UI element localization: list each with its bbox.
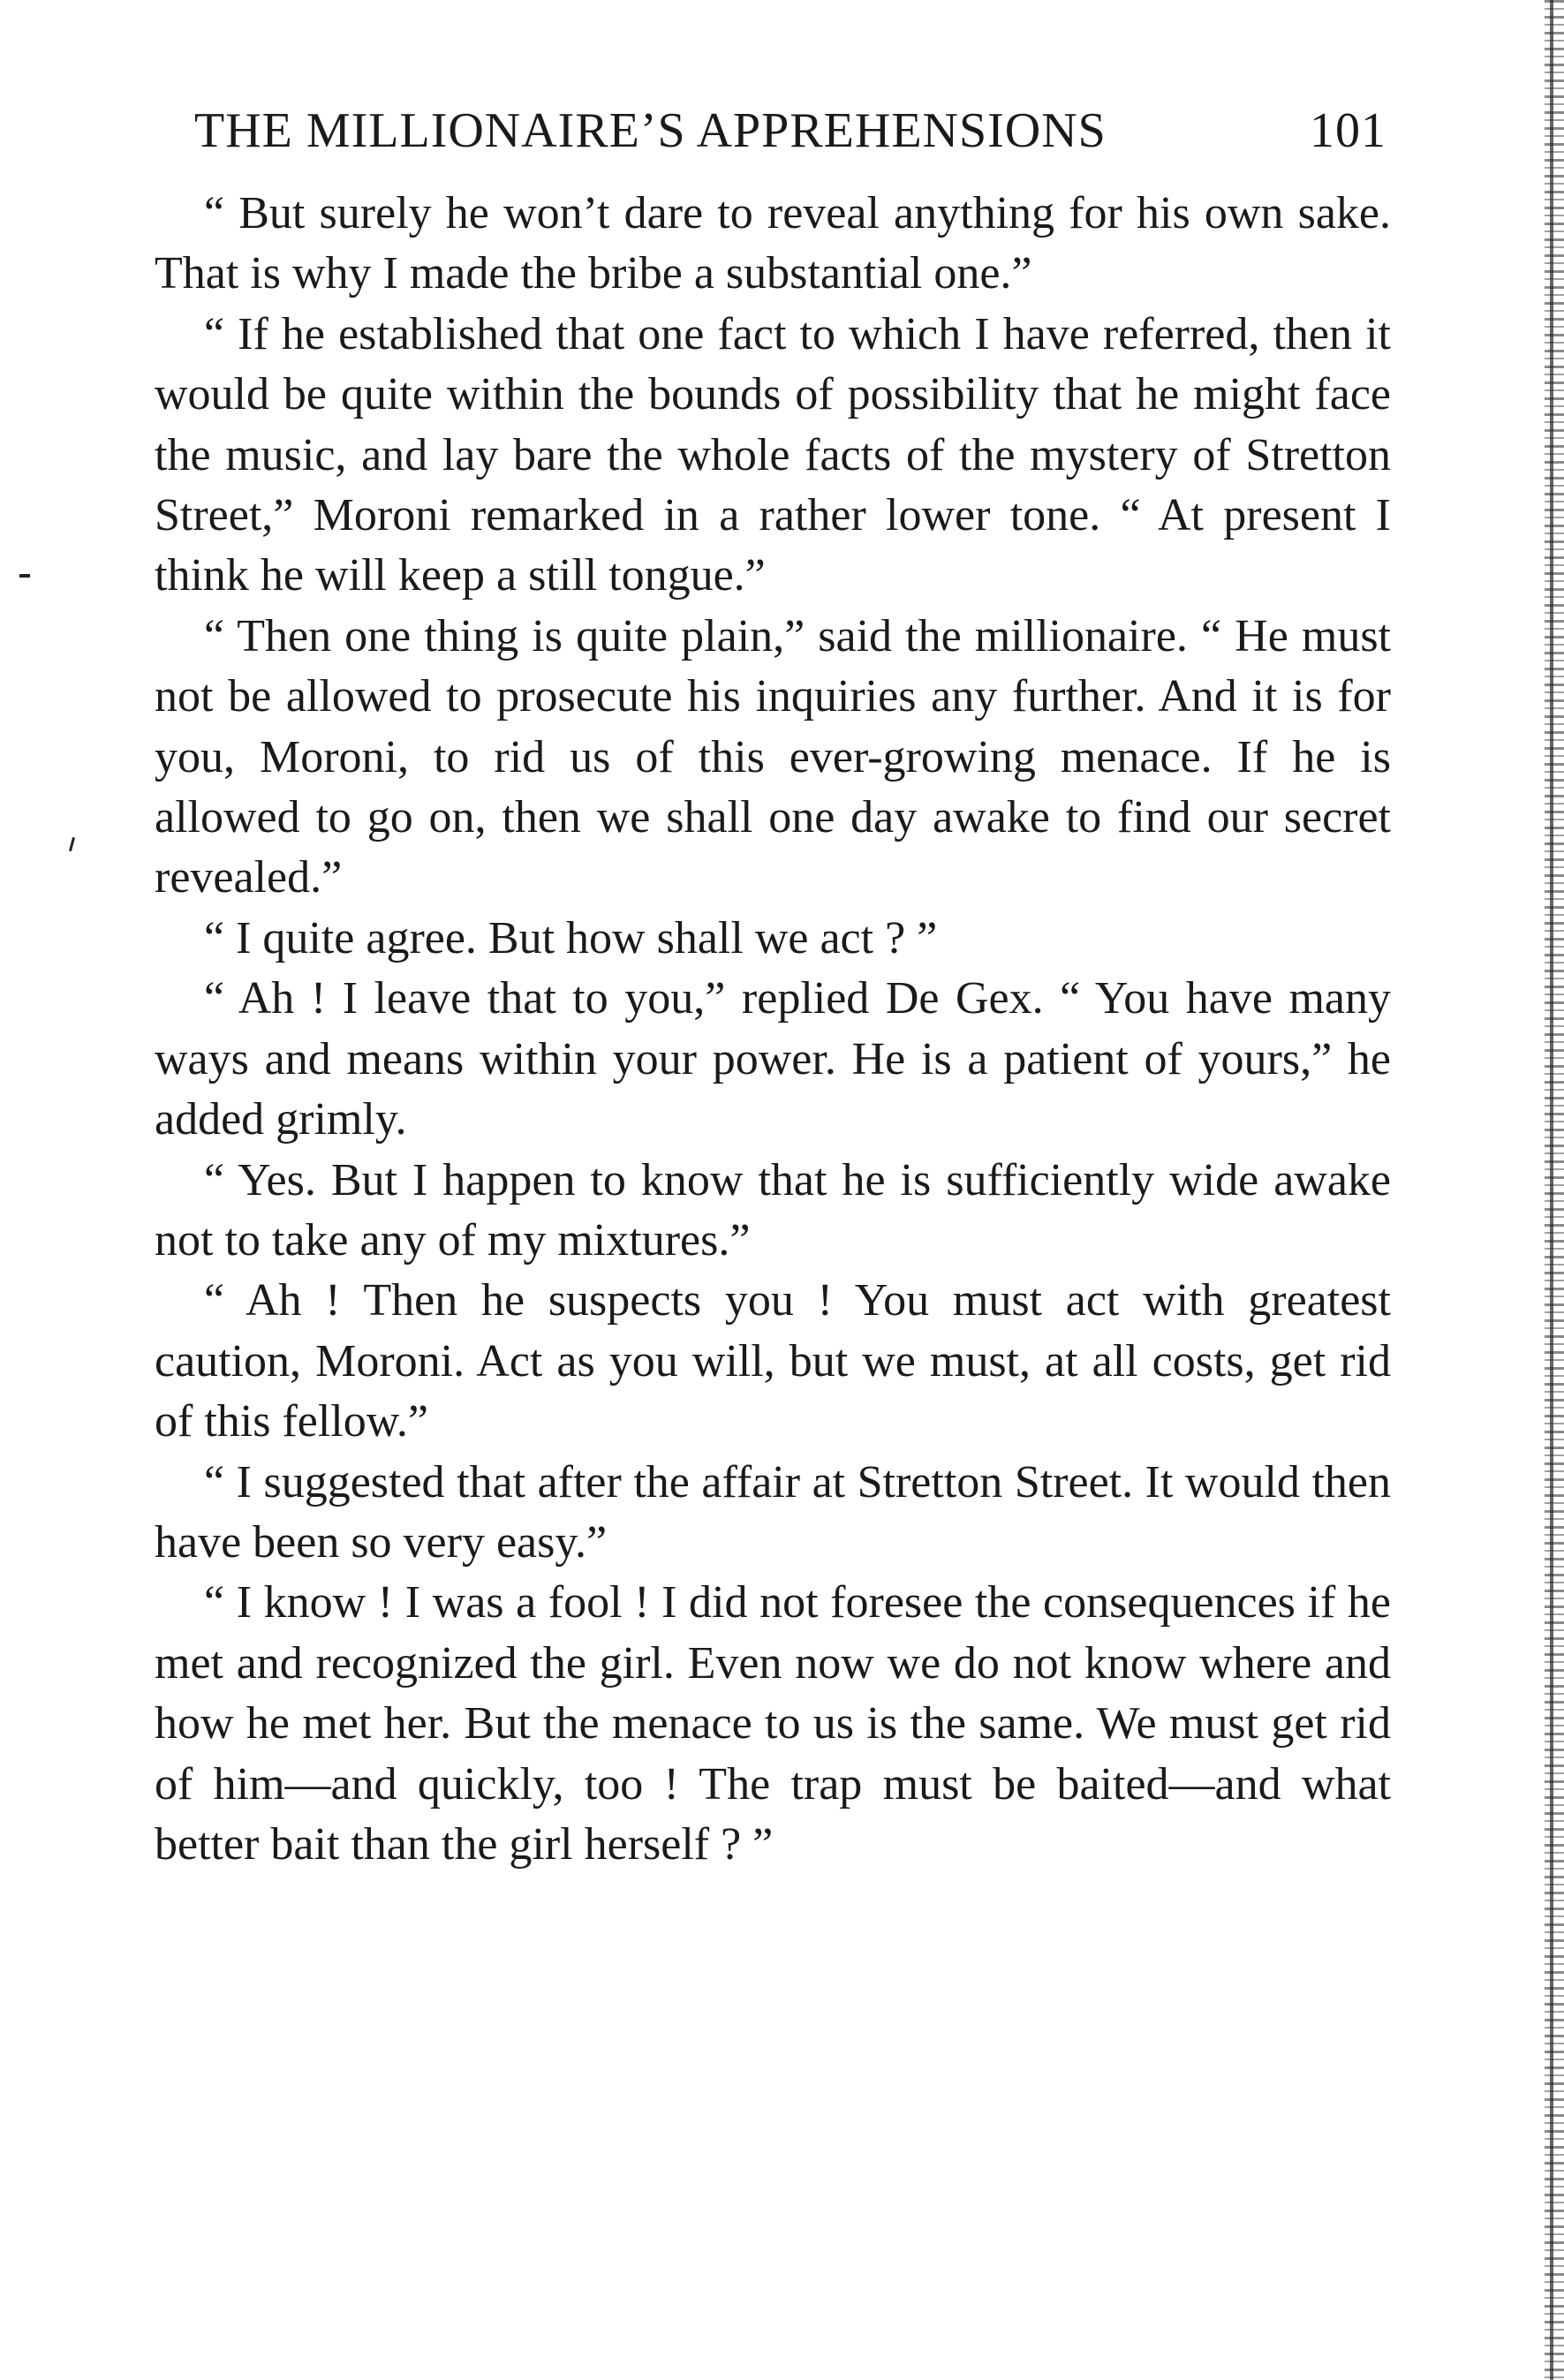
paragraph: “ I know ! I was a fool ! I did not foresee the consequences if he met and recognized the girl. Even now we do not know where and how he met her. But the menace to us is the same. We must get rid of him—and quickly, too ! The trap must be baited—and what better bait than the girl herself ? ” [155,1577,1391,1870]
margin-tick-mark [69,837,75,851]
paragraph: “ I suggested that after the affair at Stretton Street. It would then have been so very easy.” [155,1456,1391,1568]
running-title: THE MILLIONAIRE’S APPREHENSIONS [194,103,1107,158]
paragraph: “ But surely he won’t dare to reveal anything for his own sake. That is why I made the bribe a substantial one.” [155,188,1391,299]
paragraph: “ If he established that one fact to which I have referred, then it would be quite within the bounds of possibility that he might face the music, and lay bare the whole facts of the mystery of Stretton Street,” Moroni remarked in a rather lower tone. “ At present I think he will keep a still tongue.” [155,308,1391,601]
paragraph: “ I quite agree. But how shall we act ? ” [204,912,938,963]
paragraph: “ Yes. But I happen to know that he is sufficiently wide awake not to take any of my mixtures.” [155,1154,1391,1266]
body-text [155,184,1391,1875]
binding-edge [1545,0,1564,2380]
margin-dash-mark [19,574,30,578]
paragraph: “ Ah ! Then he suspects you ! You must act with greatest caution, Moroni. Act as you will, but we must, at all costs, get rid of this fellow.” [155,1275,1391,1447]
running-header [194,95,1386,166]
binding-line [1550,0,1553,2380]
paragraph: “ Then one thing is quite plain,” said the millionaire. “ He must not be allowed to prosecute his inquiries any further. And it is for you, Moroni, to rid us of this ever-growing menace. If he is allowed to go on, then we shall one day awake to find our secret revealed.” [155,610,1391,903]
page-number: 101 [1310,103,1386,158]
paragraph: “ Ah ! I leave that to you,” replied De Gex. “ You have many ways and means within your power. He is a patient of yours,” he added grimly. [155,973,1391,1145]
